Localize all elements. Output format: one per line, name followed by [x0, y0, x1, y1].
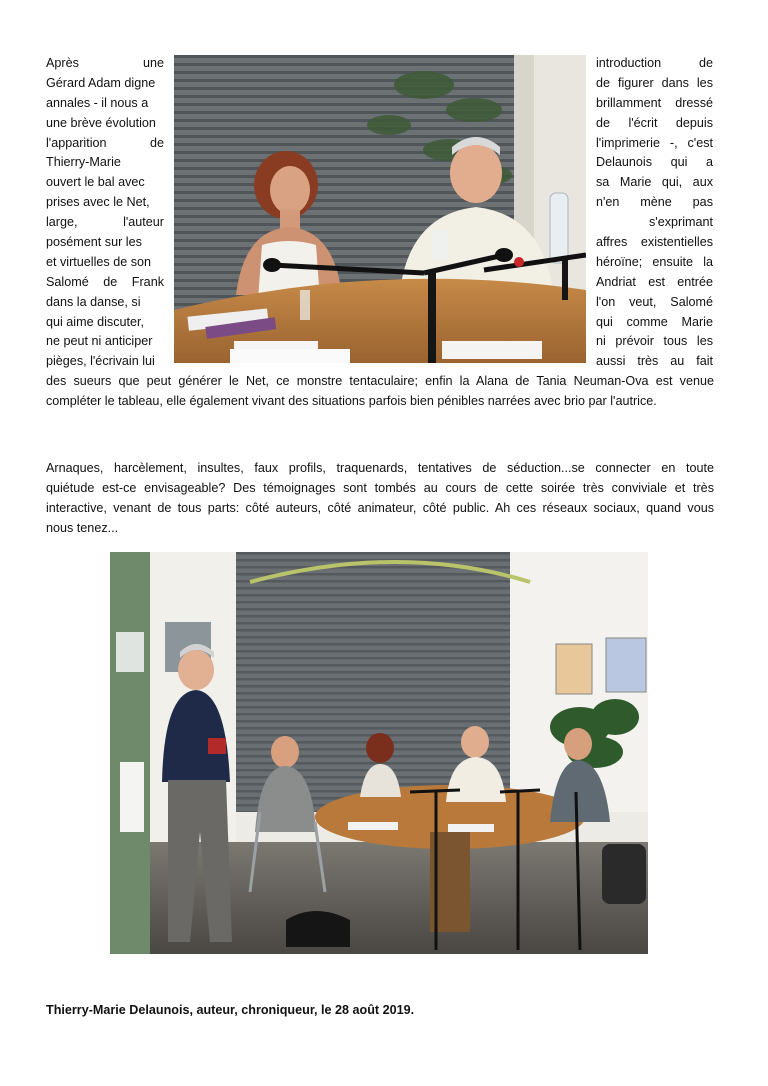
text-line: posément sur les — [46, 235, 142, 250]
photo-authors-image — [174, 55, 586, 363]
text-line: Thierry-Marie — [46, 155, 121, 170]
text-line: Salomé de Frank — [46, 274, 164, 289]
photo-round-table-discussion — [110, 552, 648, 954]
wrap-text-right-column — [596, 54, 713, 372]
text-line: pièges, l'écrivain lui — [46, 354, 155, 369]
signature: Thierry-Marie Delaunois, auteur, chroniqueur, le 28 août 2019. — [46, 1003, 415, 1017]
text-line: de l'écrit depuis — [596, 115, 713, 130]
text-line: l'imprimerie -, c'est — [596, 135, 713, 150]
text-line: qui aime discuter, — [46, 314, 145, 329]
text-line: quiétude est-ce envisageable? Des témoignages sont tombés au cours de cette soirée très conviviale et très — [46, 480, 714, 495]
text-line: annales - il nous a — [46, 95, 149, 110]
text-line: introduction de — [596, 56, 713, 70]
text-line: large, l'auteur — [46, 215, 164, 230]
text-line: compléter le tableau, elle également vivant des situations parfois bien pénibles narrées avec brio par l'autrice. — [46, 393, 657, 408]
text-line: nous tenez... — [46, 520, 119, 535]
text-line: sa Marie qui, aux — [596, 175, 713, 190]
text-line: aussi très au fait — [596, 354, 713, 369]
paragraph-1-tail — [46, 372, 714, 412]
text-line: Gérard Adam digne — [46, 75, 156, 90]
text-line: brillamment dressé — [596, 95, 713, 110]
text-line: n'en mène pas — [596, 195, 713, 210]
text-line: interactive, venant de tous parts: côté auteurs, côté animateur, côté public. Ah ces réseaux sociaux, quand vous — [46, 500, 714, 515]
text-line: dans la danse, si — [46, 294, 141, 309]
text-line: qui comme Marie — [596, 314, 713, 329]
text-line: des sueurs que peut générer le Net, ce monstre tentaculaire; enfin la Alana de Tania Neuman-Ova est venue — [46, 374, 714, 388]
text-line: et virtuelles de son — [46, 254, 152, 269]
text-line: Après une — [46, 56, 164, 70]
text-line: héroïne; ensuite la — [596, 254, 713, 269]
text-line: ne peut ni anticiper — [46, 334, 153, 349]
text-line: Andriat est entrée — [596, 274, 713, 289]
text-line: ni prévoir tous les — [596, 334, 713, 349]
text-line: une brève évolution — [46, 115, 156, 130]
text-line: l'apparition de — [46, 135, 164, 150]
wrap-text-left-column — [46, 54, 164, 372]
paragraph-2 — [46, 459, 714, 539]
text-line: affres existentielles — [596, 235, 713, 250]
photo-discussion-image — [110, 552, 648, 954]
text-line: prises avec le Net, — [46, 195, 150, 210]
text-line: Delaunois qui a — [596, 155, 713, 170]
text-line: l'on veut, Salomé — [596, 294, 713, 309]
text-line: ouvert le bal avec — [46, 175, 145, 190]
text-line: s'exprimant — [649, 215, 713, 230]
photo-authors-at-table — [174, 55, 586, 363]
text-line: Arnaques, harcèlement, insultes, faux profils, traquenards, tentatives de séduction...se connecter en toute — [46, 461, 714, 475]
text-line: de figurer dans les — [596, 75, 713, 90]
